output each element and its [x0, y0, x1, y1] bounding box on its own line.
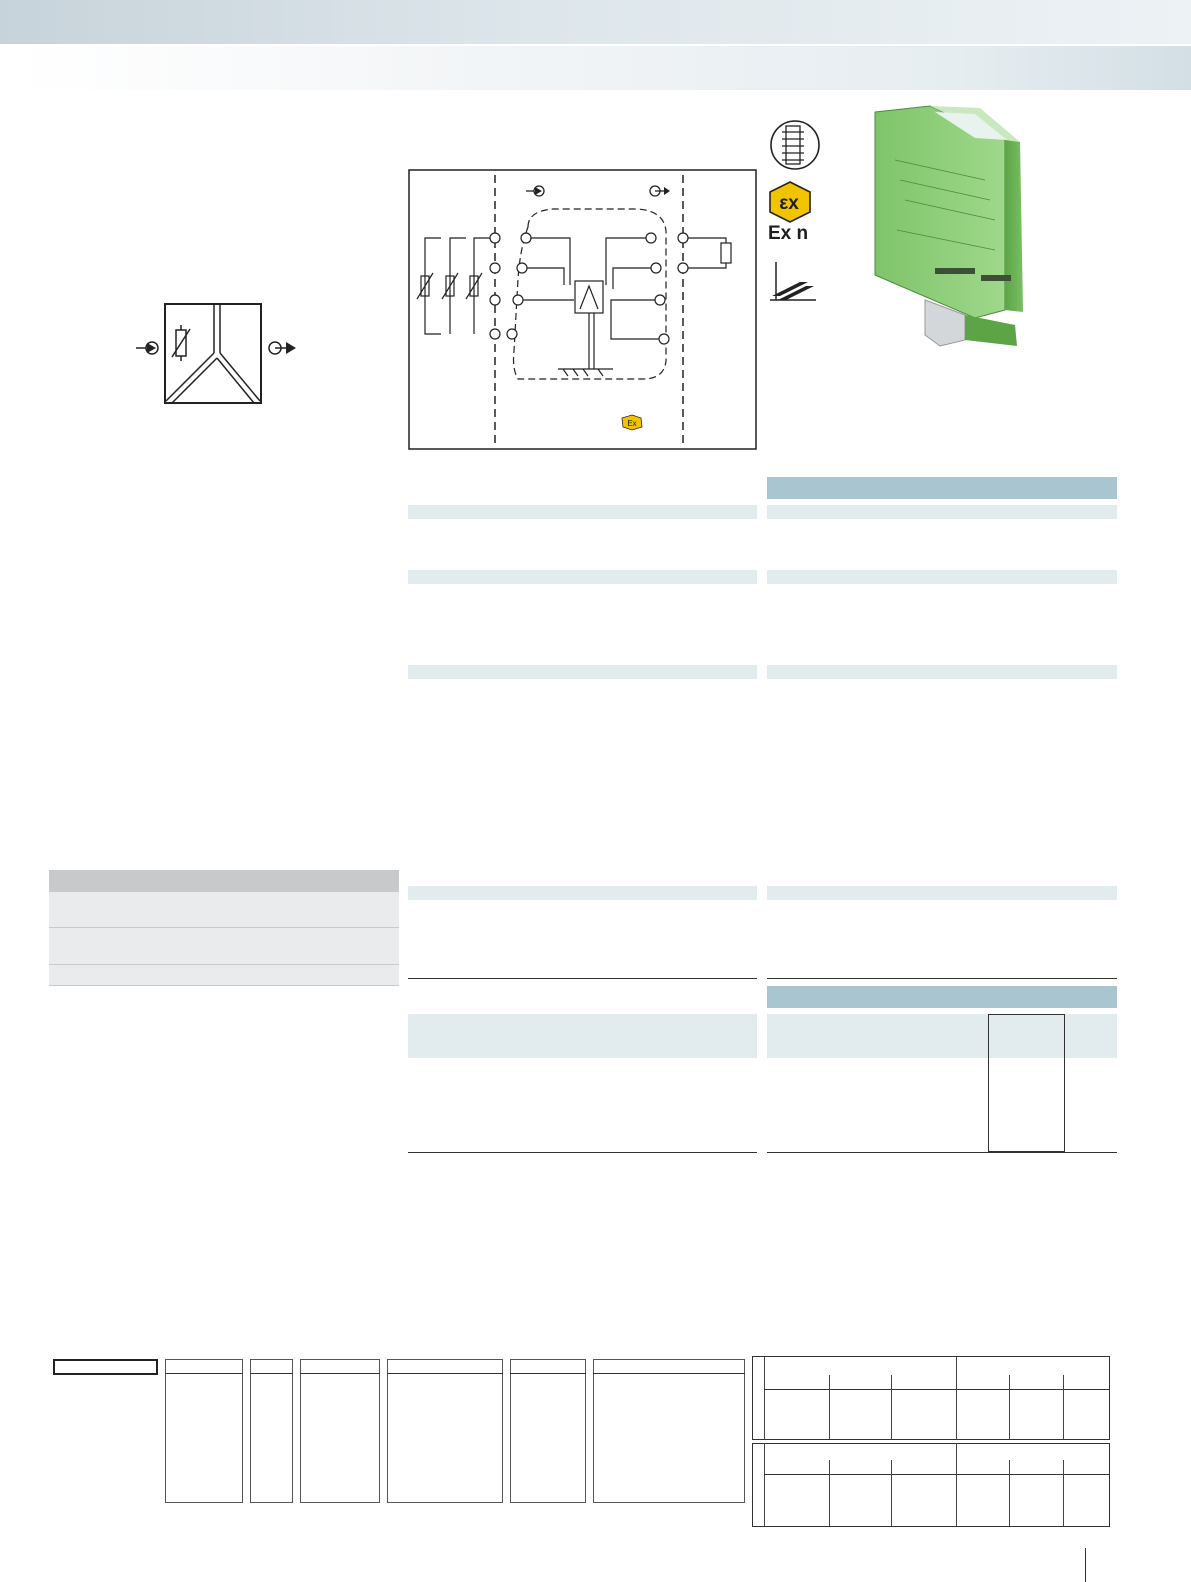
grid-table-top	[752, 1356, 1110, 1440]
ordering-box	[593, 1359, 745, 1503]
box-divider	[593, 1373, 745, 1374]
mounting-position-icon	[768, 258, 822, 304]
ordering-box	[300, 1359, 380, 1503]
row-band	[767, 570, 1117, 584]
box-divider	[165, 1373, 243, 1374]
row-band	[767, 665, 1117, 679]
ordering-box	[510, 1359, 586, 1503]
divider	[767, 978, 1117, 979]
info-table-header	[49, 870, 399, 891]
info-table-row	[49, 891, 399, 927]
wiring-diagram	[408, 169, 758, 452]
info-table-row	[49, 927, 399, 964]
ordering-header-cell	[408, 1014, 757, 1058]
ordering-box	[53, 1359, 158, 1375]
divider	[767, 1152, 1117, 1153]
box-divider	[387, 1373, 503, 1374]
box-divider	[300, 1373, 380, 1374]
title-bar	[18, 46, 1191, 90]
product-image	[845, 100, 1075, 355]
atex-ex-icon	[766, 180, 814, 224]
info-table-row	[49, 964, 399, 986]
divider	[408, 978, 757, 979]
din-rail-mounting-icon	[768, 118, 822, 174]
ex-badge-label: Ex	[627, 419, 637, 428]
header-bar	[0, 0, 1191, 44]
ordering-column-box	[988, 1014, 1065, 1152]
row-band	[767, 505, 1117, 519]
grid-table-bottom	[752, 1443, 1110, 1527]
svg-text:εx: εx	[779, 193, 799, 214]
row-band	[408, 665, 757, 679]
row-band	[408, 505, 757, 519]
block-symbol-diagram	[130, 295, 310, 410]
ordering-header-band	[767, 986, 1117, 1008]
box-divider	[510, 1373, 586, 1374]
ordering-box	[165, 1359, 243, 1503]
row-band	[767, 886, 1117, 900]
divider	[408, 1152, 757, 1153]
page-marker	[1085, 1548, 1086, 1582]
ordering-box	[250, 1359, 293, 1503]
row-band	[408, 886, 757, 900]
row-band	[408, 570, 757, 584]
ex-n-label: Ex n	[768, 223, 809, 244]
box-divider	[250, 1373, 293, 1374]
ordering-box	[387, 1359, 503, 1503]
section-header-band	[767, 477, 1117, 499]
